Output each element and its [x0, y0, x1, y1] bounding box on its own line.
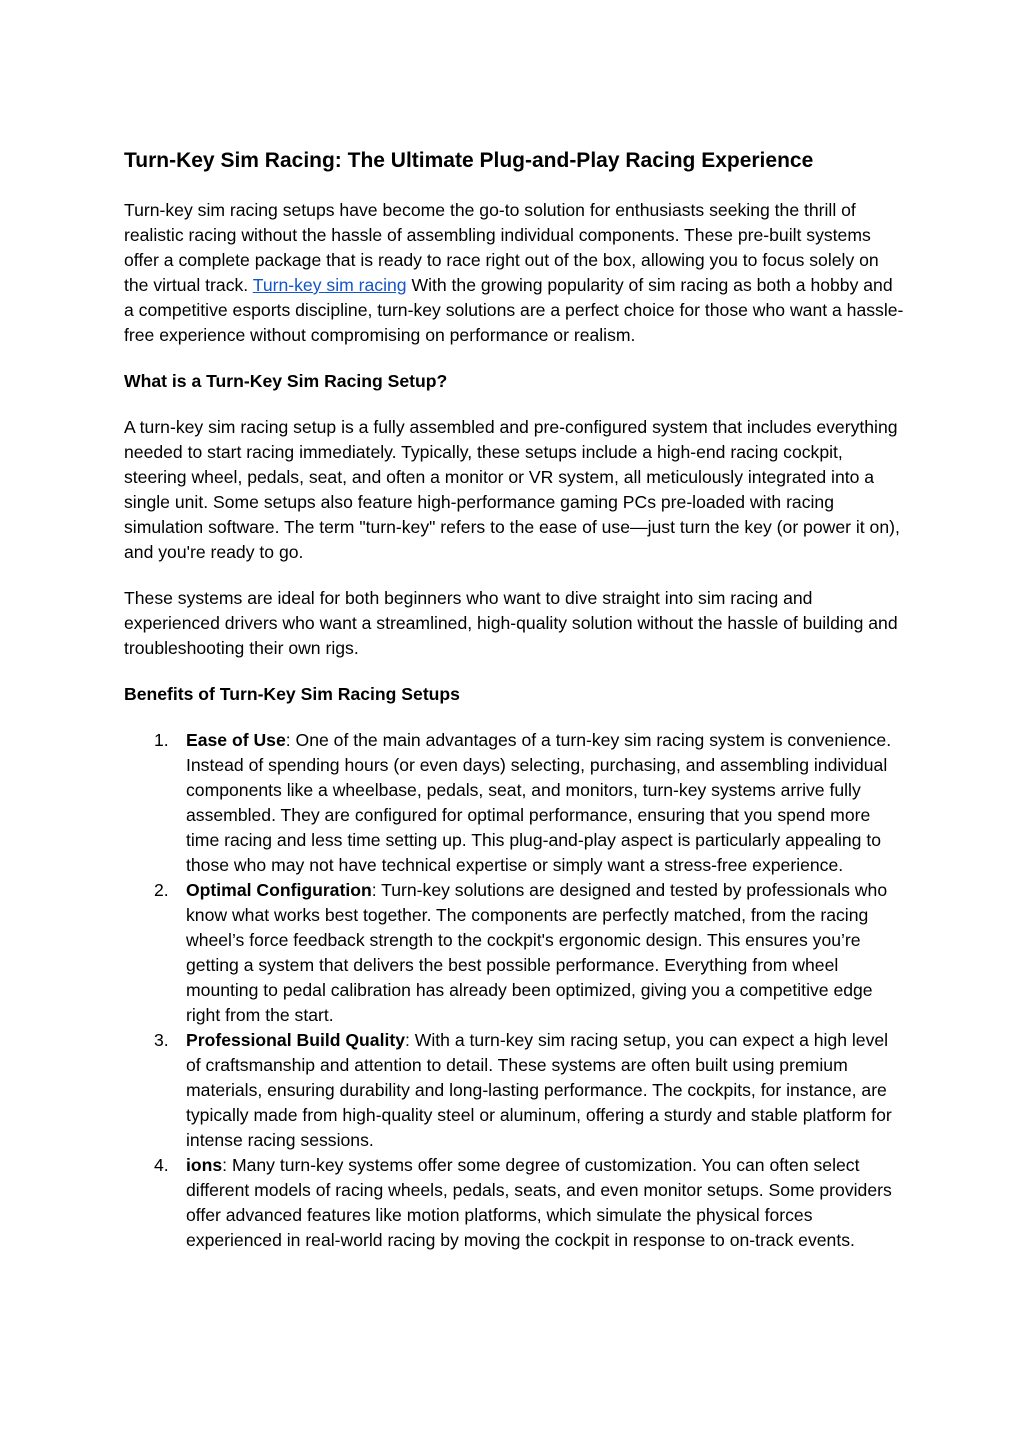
turn-key-sim-racing-link[interactable]: Turn-key sim racing — [252, 275, 407, 295]
list-item-text: : With a turn-key sim racing setup, you can expect a high level of craftsmanship and attention to detail. These systems are often built using premium materials, ensuring durability and long-lasting performance. The cockpits, for instance, are typically made from high-quality steel or aluminum, offering a sturdy and stable platform for intense racing sessions. — [186, 1030, 892, 1150]
intro-paragraph — [124, 198, 904, 348]
section-heading-benefits: Benefits of Turn-Key Sim Racing Setups — [124, 684, 460, 704]
list-item-number: 1. — [154, 730, 169, 750]
document-page — [124, 146, 904, 1253]
list-item — [124, 1153, 904, 1253]
section-heading-what-is: What is a Turn-Key Sim Racing Setup? — [124, 371, 448, 391]
list-item — [124, 1028, 904, 1153]
list-item-term: Professional Build Quality — [186, 1030, 405, 1050]
list-item-number: 2. — [154, 880, 169, 900]
list-item-text: : One of the main advantages of a turn-key sim racing system is convenience. Instead of spending hours (or even days) selecting, purchasing, and assembling individual components like a wheelbase, pedals, seat, and monitors, turn-key systems arrive fully assembled. They are configured for optimal performance, ensuring that you spend more time racing and less time setting up. This plug-and-play aspect is particularly appealing to those who may not have technical expertise or simply want a stress-free experience. — [186, 730, 892, 875]
intro-text-before-link: Turn-key sim racing setups have become the go-to solution for enthusiasts seeking the thrill of realistic racing without the hassle of assembling individual components. These pre-built systems offer a complete package that is ready to race right out of the box, allowing you to focus solely on the virtual track. — [124, 200, 879, 295]
list-item-term: Ease of Use — [186, 730, 286, 750]
list-item-number: 4. — [154, 1155, 169, 1175]
intro-text-after-link: With the growing popularity of sim racing as both a hobby and a competitive esports discipline, turn-key solutions are a perfect choice for those who want a hassle-free experience without compromising on performance or realism. — [124, 275, 904, 345]
list-item — [124, 878, 904, 1028]
document-title: Turn-Key Sim Racing: The Ultimate Plug-and-Play Racing Experience — [124, 149, 814, 172]
list-item-term: ions — [186, 1155, 223, 1175]
list-item-text: : Turn-key solutions are designed and tested by professionals who know what works best together. The components are perfectly matched, from the racing wheel’s force feedback strength to the cockpit's ergonomic design. This ensures you’re getting a system that delivers the best possible performance. Everything from wheel mounting to pedal calibration has already been optimized, giving you a competitive edge right from the start. — [186, 880, 888, 1025]
section1-paragraph: These systems are ideal for both beginners who want to dive straight into sim racing and experienced drivers who want a streamlined, high-quality solution without the hassle of building and troubleshooting their own rigs. — [124, 588, 898, 658]
benefits-list — [124, 728, 904, 1253]
section1-paragraph: A turn-key sim racing setup is a fully assembled and pre-configured system that includes everything needed to start racing immediately. Typically, these setups include a high-end racing cockpit, steering wheel, pedals, seat, and often a monitor or VR system, all meticulously integrated into a single unit. Some setups also feature high-performance gaming PCs pre-loaded with racing simulation software. The term "turn-key" refers to the ease of use—just turn the key (or power it on), and you're ready to go. — [124, 417, 900, 562]
list-item-text: : Many turn-key systems offer some degree of customization. You can often select different models of racing wheels, pedals, seats, and even monitor setups. Some providers offer advanced features like motion platforms, which simulate the physical forces experienced in real-world racing by moving the cockpit in response to on-track events. — [186, 1155, 892, 1250]
list-item-number: 3. — [154, 1030, 169, 1050]
list-item — [124, 728, 904, 878]
list-item-term: Optimal Configuration — [186, 880, 372, 900]
